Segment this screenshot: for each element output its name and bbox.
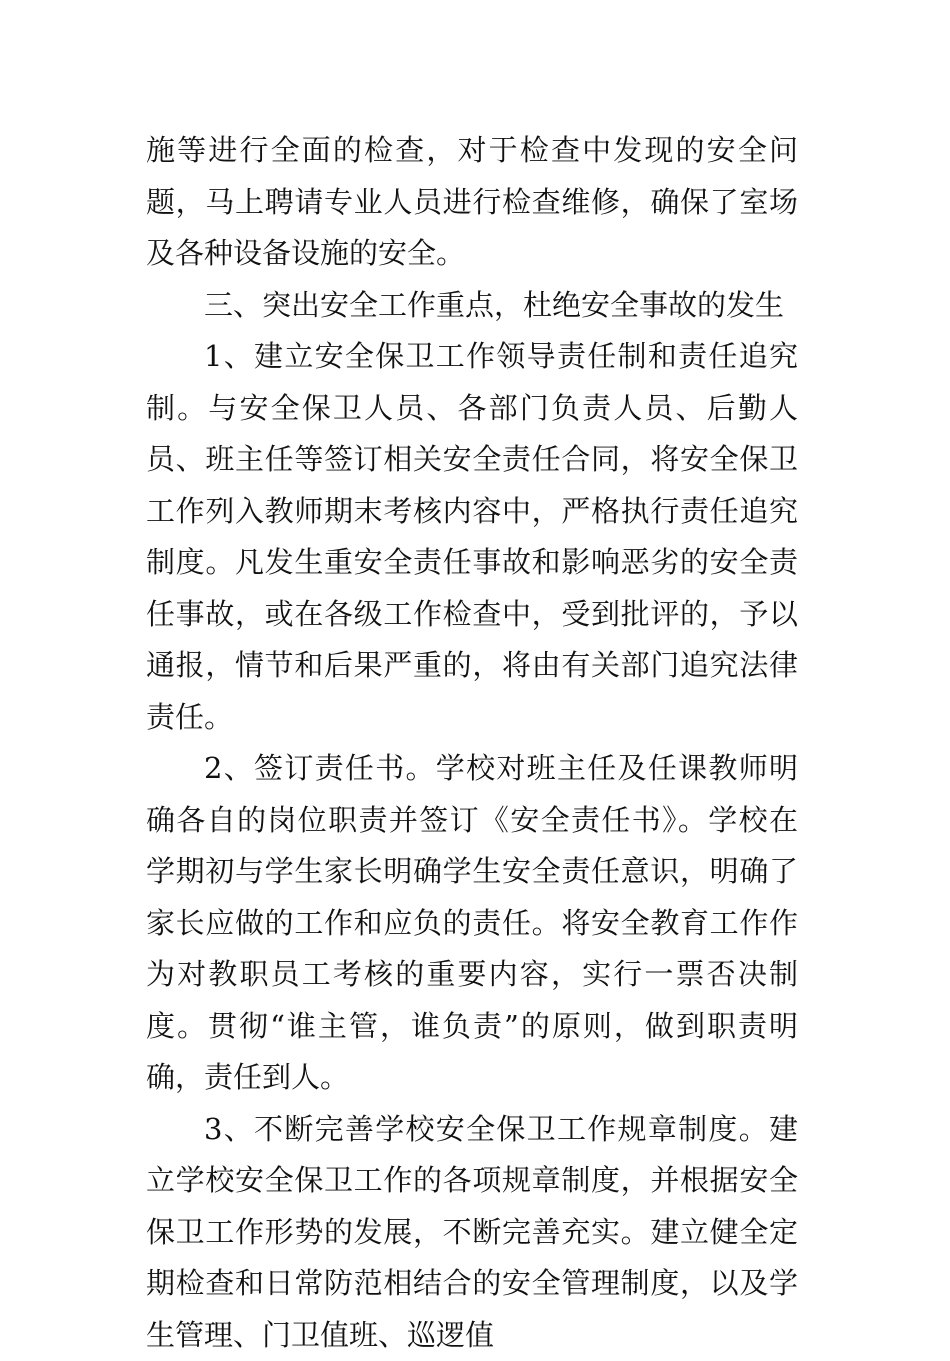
paragraph-item-1: 1、建立安全保卫工作领导责任制和责任追究制。与安全保卫人员、各部门负责人员、后勤人员、班主任等签订相关安全责任合同，将安全保卫工作列入教师期末考核内容中，严格执行责任追究制度。凡发生重安全责任事故和影响恶劣的安全责任事故，或在各级工作检查中，受到批评的，予以通报，情节和后果严重的，将由有关部门追究法律责任。 bbox=[146, 331, 798, 743]
paragraph-1: 施等进行全面的检查，对于检查中发现的安全问题，马上聘请专业人员进行检查维修，确保了室场及各种设备设施的安全。 bbox=[146, 125, 798, 280]
document-body bbox=[146, 125, 798, 1361]
section-heading: 三、突出安全工作重点，杜绝安全事故的发生 bbox=[146, 280, 798, 332]
paragraph-item-3: 3、不断完善学校安全保卫工作规章制度。建立学校安全保卫工作的各项规章制度，并根据安全保卫工作形势的发展，不断完善充实。建立健全定期检查和日常防范相结合的安全管理制度，以及学生管理、门卫值班、巡逻值 bbox=[146, 1104, 798, 1361]
paragraph-item-2: 2、签订责任书。学校对班主任及任课教师明确各自的岗位职责并签订《安全责任书》。学校在学期初与学生家长明确学生安全责任意识，明确了家长应做的工作和应负的责任。将安全教育工作作为对教职员工考核的重要内容，实行一票否决制度。贯彻“谁主管，谁负责”的原则，做到职责明确，责任到人。 bbox=[146, 743, 798, 1104]
